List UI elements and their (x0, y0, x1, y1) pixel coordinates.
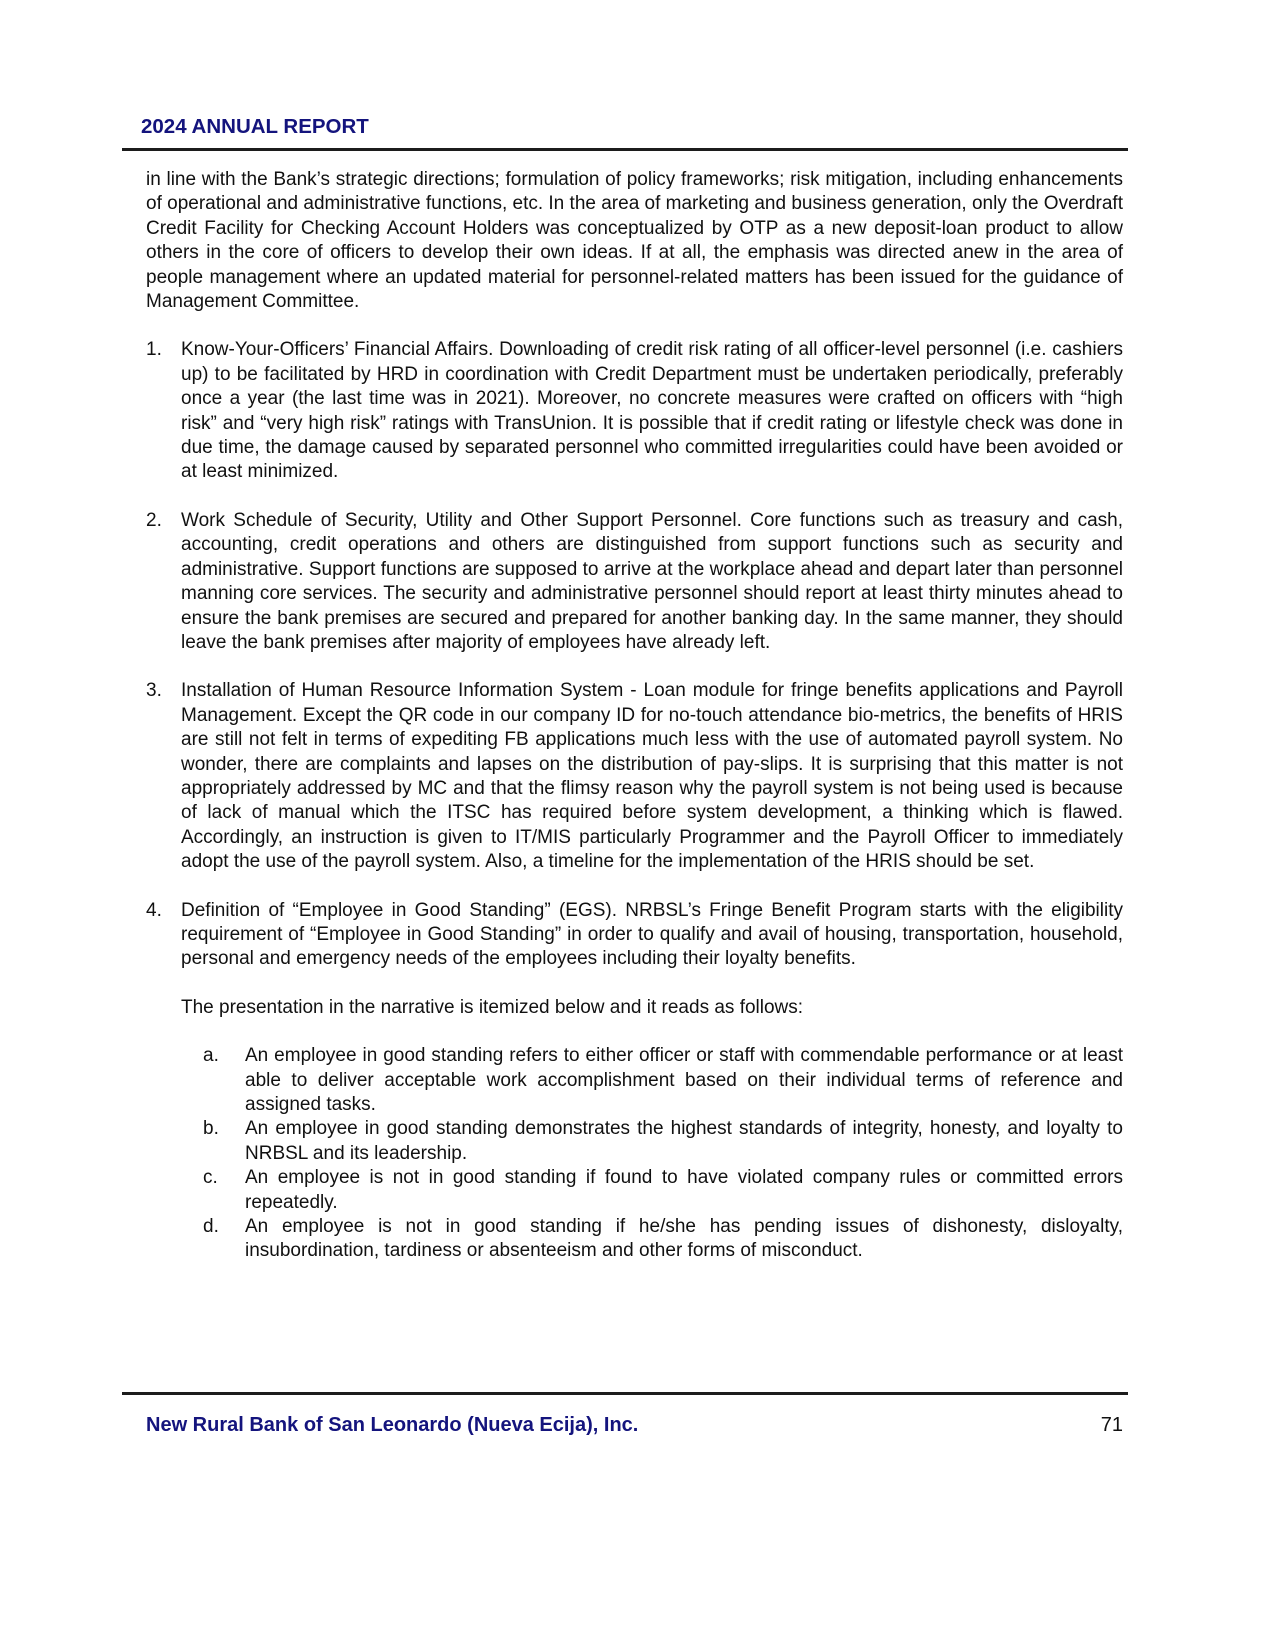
item-a-text: An employee in good standing refers to either officer or staff with commendable performance or at least able to deliver acceptable work accomplishment based on their individual terms of reference and assigned tasks. (245, 1045, 1123, 1115)
item-1-text: Know-Your-Officers’ Financial Affairs. Downloading of credit risk rating of all officer-level personnel (i.e. cashiers up) to be facilitated by HRD in coordination with Credit Department must be undertaken periodically, preferably once a year (the last time was in 2021). Moreover, no concrete measures were crafted on officers with “high risk” and “very high risk” ratings with TransUnion. It is possible that if credit rating or lifestyle check was done in due time, the damage caused by separated personnel who committed irregularities could have been avoided or at least minimized. (181, 339, 1123, 483)
footer-rule (122, 1392, 1128, 1395)
item-d-text: An employee is not in good standing if he/she has pending issues of dishonesty, disloyalty, insubordination, tardiness or absenteeism and other forms of misconduct. (245, 1216, 1123, 1262)
intro-paragraph: in line with the Bank’s strategic directions; formulation of policy frameworks; risk mitigation, including enhancements of operational and administrative functions, etc. In the area of marketing and business generation, only the Overdraft Credit Facility for Checking Account Holders was conceptualized by OTP as a new deposit-loan product to allow others in the core of officers to develop their own ideas. If at all, the emphasis was directed anew in the area of people management where an updated material for personnel-related matters has been issued for the guidance of Management Committee. (146, 169, 1123, 313)
lettered-item-a (146, 1044, 1123, 1117)
item-d-marker: d. (203, 1216, 219, 1238)
numbered-item-2 (146, 509, 1123, 655)
item-2-text: Work Schedule of Security, Utility and Other Support Personnel. Core functions such as treasury and cash, accounting, credit operations and others are distinguished from support functions such as security and administrative. Support functions are supposed to arrive at the workplace ahead and depart later than personnel manning core services. The security and administrative personnel should report at least thirty minutes ahead to ensure the bank premises are secured and prepared for another banking day. In the same manner, they should leave the bank premises after majority of employees have already left. (181, 509, 1123, 653)
item-4-text: Definition of “Employee in Good Standing” (EGS). NRBSL’s Fringe Benefit Program starts with the eligibility requirement of “Employee in Good Standing” in order to qualify and avail of housing, transportation, household, personal and emergency needs of the employees including their loyalty benefits. (181, 899, 1123, 970)
item-b-marker: b. (203, 1118, 219, 1140)
page-footer (146, 1413, 1123, 1437)
item-3-marker: 3. (146, 680, 162, 702)
footer-page-number: 71 (1100, 1414, 1123, 1436)
item-3-text: Installation of Human Resource Information System - Loan module for fringe benefits applications and Payroll Management. Except the QR code in our company ID for no-touch attendance bio-metrics, the benefits of HRIS are still not felt in terms of expediting FB applications much less with the use of automated payroll system. No wonder, there are complaints and lapses on the distribution of pay-slips. It is surprising that this matter is not appropriately addressed by MC and that the flimsy reason why the payroll system is not being used is because of lack of manual which the ITSC has required before system development, a thinking which is flawed. Accordingly, an instruction is given to IT/MIS particularly Programmer and the Payroll Officer to immediately adopt the use of the payroll system. Also, a timeline for the implementation of the HRIS should be set. (181, 680, 1123, 873)
lettered-item-d (146, 1215, 1123, 1264)
item-2-marker: 2. (146, 509, 162, 531)
lettered-item-c (146, 1166, 1123, 1215)
header-rule (122, 148, 1128, 151)
item-c-marker: c. (203, 1167, 218, 1189)
item-b-text: An employee in good standing demonstrates the highest standards of integrity, honesty, and loyalty to NRBSL and its leadership. (245, 1118, 1123, 1164)
page-body (146, 168, 1123, 1288)
numbered-item-1 (146, 338, 1123, 484)
numbered-item-3 (146, 679, 1123, 874)
lettered-list (146, 1044, 1123, 1264)
report-title: 2024 ANNUAL REPORT (141, 115, 369, 138)
numbered-item-4 (146, 899, 1123, 972)
item-a-marker: a. (203, 1045, 219, 1067)
lettered-item-b (146, 1117, 1123, 1166)
footer-bank-name: New Rural Bank of San Leonardo (Nueva Ecija), Inc. (146, 1414, 639, 1436)
item-4-marker: 4. (146, 899, 162, 921)
item-1-marker: 1. (146, 339, 162, 361)
narrative-intro-paragraph: The presentation in the narrative is itemized below and it reads as follows: (181, 996, 804, 1018)
item-c-text: An employee is not in good standing if found to have violated company rules or committed errors repeatedly. (245, 1167, 1123, 1213)
